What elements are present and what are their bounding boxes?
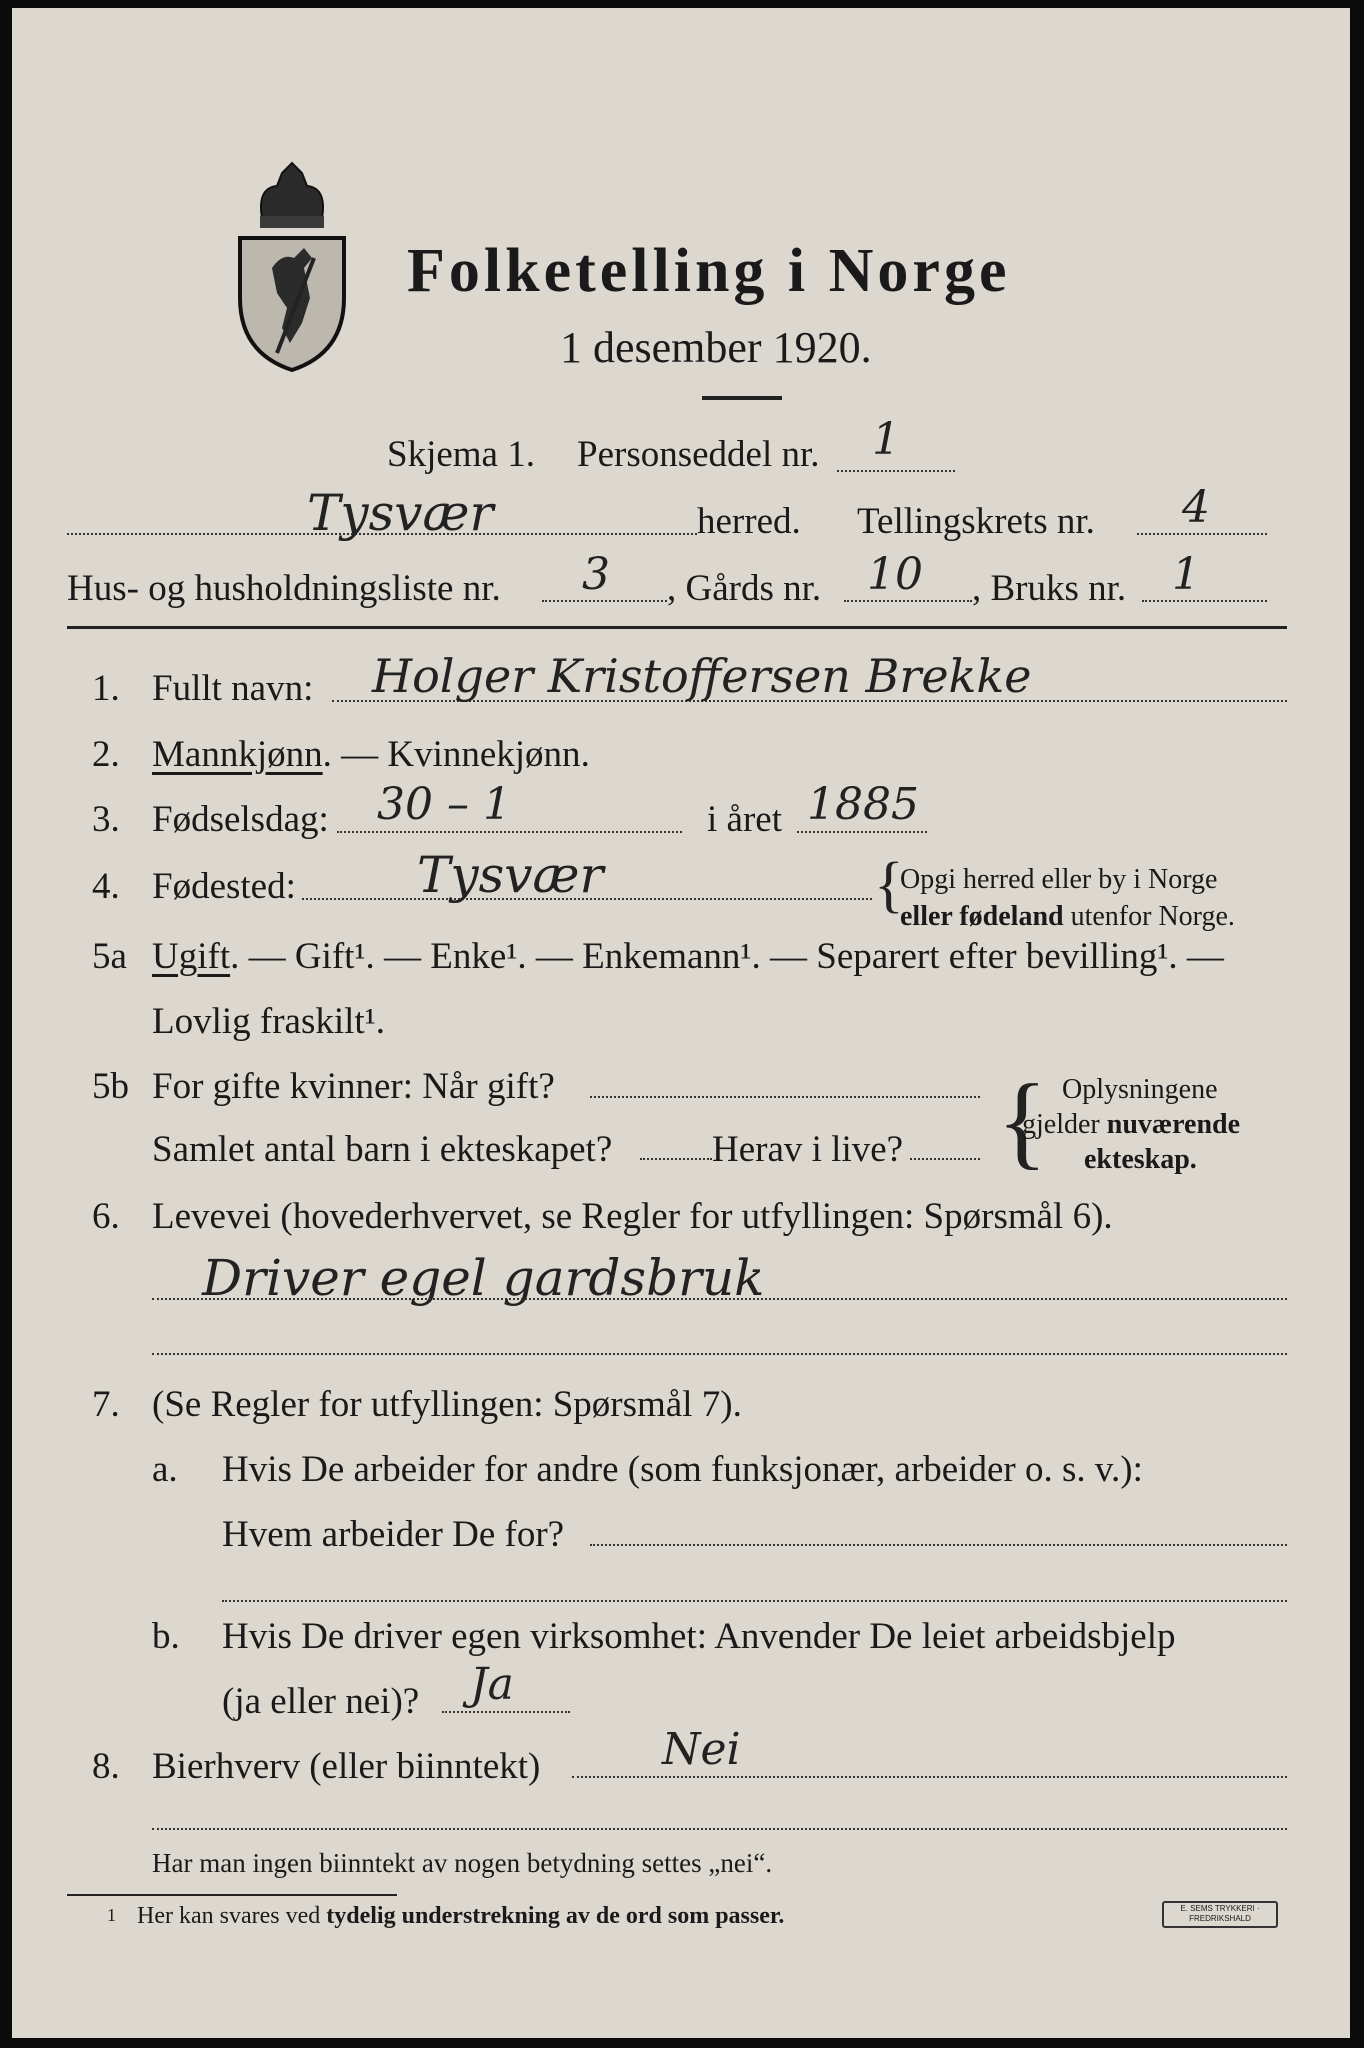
census-form-page <box>12 8 1350 2038</box>
footnote-bold: tydelig understrekning av de ord som passer. <box>326 1903 785 1929</box>
footnote-divider <box>67 1894 397 1896</box>
tellingskrets-label: Tellingskrets nr. <box>857 501 1095 542</box>
q4-note-bold: eller fødeland <box>900 901 1064 932</box>
q5b-label3: Herav i live? <box>712 1129 904 1170</box>
q5b-line1 <box>590 1096 980 1098</box>
full-name-value: Holger Kristoffersen Brekke <box>372 649 1032 703</box>
tellingskrets-line <box>1137 533 1267 535</box>
hired-help-value: Ja <box>470 1659 514 1710</box>
q7a-label2: Hvem arbeider De for? <box>222 1514 565 1555</box>
q7b-line <box>442 1711 570 1713</box>
year-label: i året <box>707 799 782 840</box>
q7b-label1: Hvis De driver egen virksomhet: Anvender De leiet arbeidsbjelp <box>222 1616 1176 1657</box>
hus-value: 3 <box>582 549 610 600</box>
year-line <box>797 831 927 833</box>
q5b-note2 <box>1022 1111 1240 1139</box>
q2-options <box>152 736 590 773</box>
q7-label: (Se Regler for utfyllingen: Spørsmål 7). <box>152 1384 742 1425</box>
q5b-line3 <box>910 1158 980 1160</box>
q1-label: Fullt navn: <box>152 668 314 709</box>
q5a-line2: Lovlig fraskilt¹. <box>152 1001 386 1042</box>
gards-line <box>844 600 972 602</box>
q4-note-line1: Opgi herred eller by i Norge <box>900 864 1218 895</box>
bruks-line <box>1142 600 1267 602</box>
personseddel-line <box>837 470 955 472</box>
title-divider <box>702 396 782 400</box>
q5b-number: 5b <box>92 1066 129 1107</box>
q2-number: 2. <box>92 734 120 775</box>
q5b-note1: Oplysningene <box>1062 1074 1218 1105</box>
header-divider <box>67 626 1287 629</box>
footnote-text <box>137 1904 784 1928</box>
q5a-line1 <box>152 938 1224 975</box>
skjema-label: Skjema 1. <box>387 434 535 475</box>
birthplace-value: Tysvær <box>417 846 604 904</box>
q6-label: Levevei (hovederhvervet, se Regler for utfyllingen: Spørsmål 6). <box>152 1196 1113 1237</box>
q4-note-line2 <box>900 903 1235 931</box>
q7a-line2 <box>222 1600 1287 1602</box>
herred-value: Tysvær <box>307 484 494 542</box>
q6-number: 6. <box>92 1196 120 1237</box>
bruks-label: , Bruks nr. <box>972 568 1127 609</box>
biinntekt-note: Har man ingen biinntekt av nogen betydning settes „nei“. <box>152 1848 773 1878</box>
q7b-label2: (ja eller nei)? <box>222 1681 420 1722</box>
q5b-note3: ekteskap. <box>1084 1144 1197 1175</box>
male-option: Mannkjønn <box>152 734 323 775</box>
footnote-plain: Her kan svares ved <box>137 1903 327 1929</box>
q5b-brace: { <box>997 1062 1048 1179</box>
census-date: 1 desember 1920. <box>560 323 872 372</box>
q5b-label2: Samlet antal barn i ekteskapet? <box>152 1129 613 1170</box>
q8-line1 <box>572 1776 1287 1778</box>
footnote-number: 1 <box>107 1905 116 1925</box>
bruks-value: 1 <box>1172 549 1200 600</box>
q4-number: 4. <box>92 866 120 907</box>
q6-line2 <box>152 1353 1287 1355</box>
female-option: Kvinnekjønn <box>387 734 581 775</box>
q3-number: 3. <box>92 799 120 840</box>
q7a-label1: Hvis De arbeider for andre (som funksjonær, arbeider o. s. v.): <box>222 1449 1143 1490</box>
gards-label: , Gårds nr. <box>667 568 822 609</box>
q5a-other-options: . — Gift¹. — Enke¹. — Enkemann¹. — Separert efter bevilling¹. — <box>230 936 1224 977</box>
q5b-note2-bold: nuværende <box>1106 1109 1241 1140</box>
hus-line <box>542 600 667 602</box>
tellingskrets-value: 4 <box>1182 482 1210 533</box>
coat-of-arms-icon <box>232 158 352 373</box>
herred-label: herred. <box>697 501 801 542</box>
q4-brace: { <box>874 851 904 919</box>
birth-year-value: 1885 <box>807 779 919 830</box>
q8-line2 <box>152 1828 1287 1830</box>
document-title: Folketelling i Norge <box>407 237 1011 305</box>
q3-line <box>337 831 682 833</box>
side-income-value: Nei <box>662 1724 741 1775</box>
q7b-number: b. <box>152 1616 180 1657</box>
q7a-number: a. <box>152 1449 178 1490</box>
q7a-line1 <box>590 1544 1287 1546</box>
birthday-value: 30 – 1 <box>377 779 511 830</box>
q6-line1 <box>152 1298 1287 1300</box>
unmarried-option: Ugift <box>152 936 231 977</box>
q5a-number: 5a <box>92 936 127 977</box>
q4-label: Fødested: <box>152 866 296 907</box>
q2-separator: . — <box>322 734 388 775</box>
q8-label: Bierhverv (eller biinntekt) <box>152 1746 541 1787</box>
q5b-note2-plain: gjelder <box>1022 1109 1107 1140</box>
q7-number: 7. <box>92 1384 120 1425</box>
occupation-value: Driver egel gardsbruk <box>202 1249 765 1307</box>
hus-label: Hus- og husholdningsliste nr. <box>67 568 501 609</box>
q4-note-rest: utenfor Norge. <box>1063 901 1235 932</box>
q5b-line2 <box>640 1158 712 1160</box>
personseddel-label: Personseddel nr. <box>577 434 820 475</box>
q2-end: . <box>580 734 590 775</box>
q8-number: 8. <box>92 1746 120 1787</box>
q5b-label1: For gifte kvinner: Når gift? <box>152 1066 555 1107</box>
q3-label: Fødselsdag: <box>152 799 329 840</box>
gards-value: 10 <box>867 549 923 600</box>
q1-number: 1. <box>92 668 120 709</box>
personseddel-value: 1 <box>872 414 900 465</box>
printer-stamp: E. SEMS TRYKKERI · FREDRIKSHALD <box>1162 1901 1278 1928</box>
